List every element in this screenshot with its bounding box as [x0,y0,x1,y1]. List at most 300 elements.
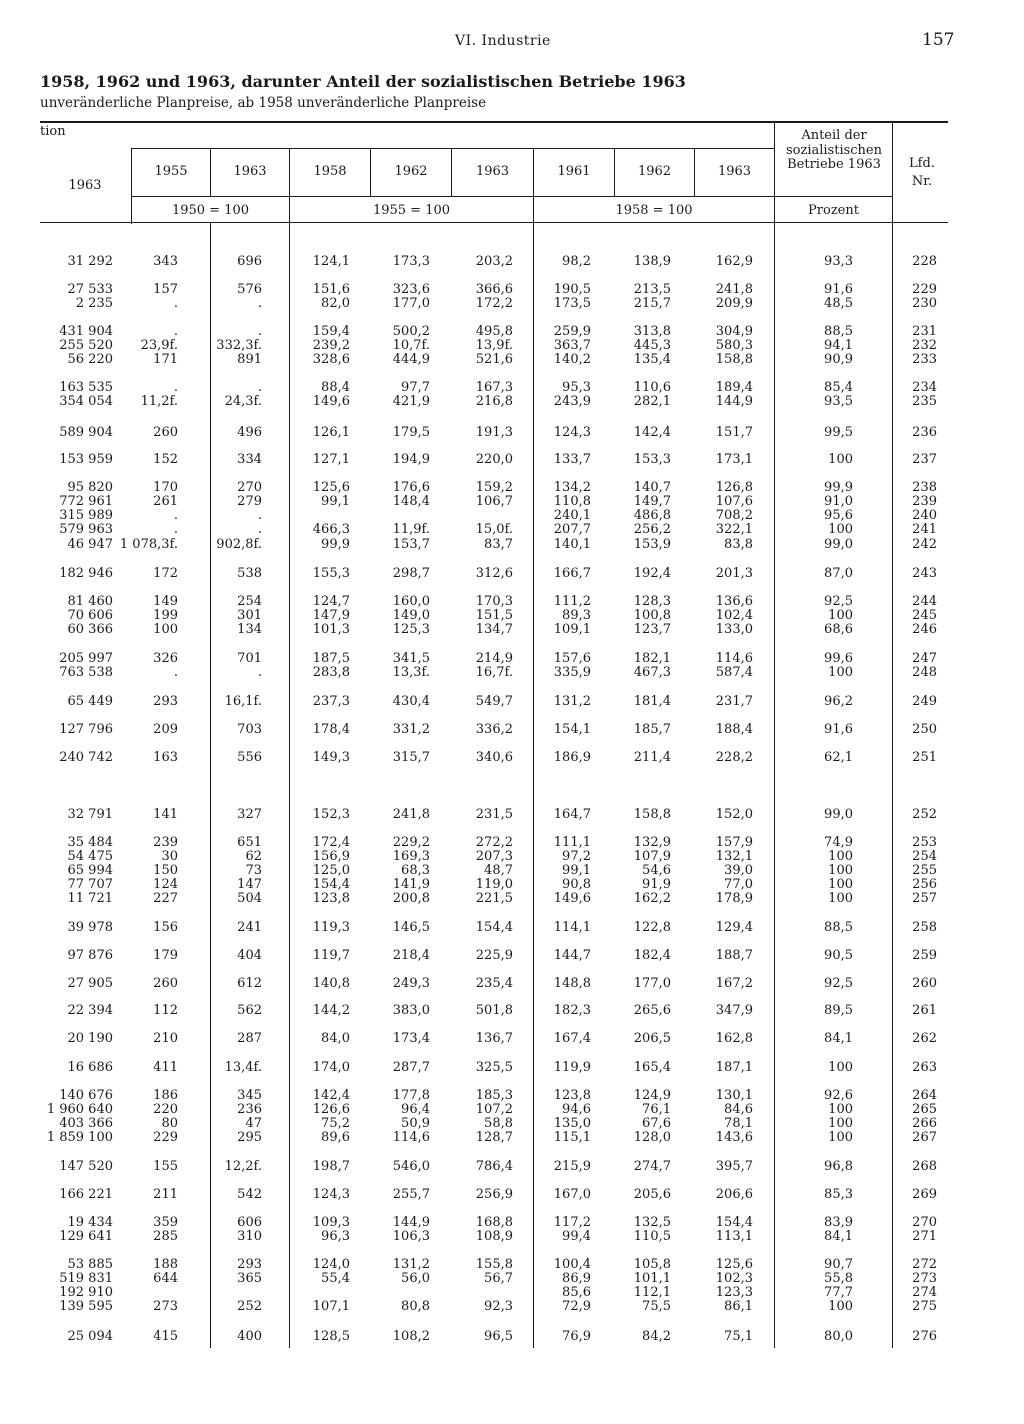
table-cell-anteil-prozent: 84,1 [824,1031,853,1046]
table-cell-index-1958-1955: 144,2 [312,1003,350,1018]
table-cell-wert-1963: 240 742 [59,750,113,765]
table-cell-index-1963-1958: 114,6 [715,651,753,666]
table-cell-index-1963-1955: 225,9 [475,948,513,963]
table-cell-index-1955-1950: . [173,380,178,395]
table-cell-lfd-nr: 243 [912,566,937,581]
table-cell-index-1963-1950: 47 [245,1116,262,1131]
table-cell-index-1963-1958: 708,2 [715,508,753,523]
table-cell-index-1958-1955: 84,0 [321,1031,350,1046]
table-cell-lfd-nr: 233 [912,352,937,367]
running-head: VI. Industrie [455,33,551,49]
table-cell-wert-1963: 182 946 [59,566,113,581]
page-number: 157 [922,30,955,50]
table-cell-lfd-nr: 257 [912,891,937,906]
table-cell-anteil-prozent: 99,0 [824,807,853,822]
table-cell-lfd-nr: 266 [912,1116,937,1131]
table-cell-index-1958-1955: 154,4 [312,877,350,892]
table-cell-lfd-nr: 232 [912,338,937,353]
table-cell-index-1963-1950: 334 [237,452,262,467]
table-cell-index-1961-1958: 363,7 [553,338,591,353]
table-cell-index-1958-1955: 119,3 [312,920,350,935]
table-cell-index-1963-1950: . [257,508,262,523]
table-cell-lfd-nr: 253 [912,835,937,850]
table-cell-index-1963-1958: 133,0 [715,622,753,637]
table-cell-anteil-prozent: 91,0 [824,494,853,509]
table-cell-index-1963-1958: 107,6 [715,494,753,509]
table-cell-index-1963-1950: 538 [237,566,262,581]
table-cell-index-1958-1955: 142,4 [312,1088,350,1103]
table-cell-lfd-nr: 259 [912,948,937,963]
vrule-3 [289,148,290,1348]
table-cell-index-1962-1955: 106,3 [392,1229,430,1244]
table-cell-index-1963-1955: 159,2 [475,480,513,495]
table-cell-index-1962-1958: 486,8 [633,508,671,523]
table-cell-index-1958-1955: 140,8 [312,976,350,991]
table-cell-index-1962-1958: 149,7 [633,494,671,509]
table-cell-lfd-nr: 244 [912,594,937,609]
table-cell-index-1963-1950: 504 [237,891,262,906]
table-cell-index-1963-1955: 191,3 [475,425,513,440]
table-cell-wert-1963: 166 221 [59,1187,113,1202]
table-cell-anteil-prozent: 90,5 [824,948,853,963]
table-cell-index-1961-1958: 166,7 [553,566,591,581]
table-cell-index-1963-1950: . [257,522,262,537]
table-cell-index-1962-1958: 142,4 [633,425,671,440]
vrule-9 [774,121,775,1348]
table-cell-index-1958-1955: 466,3 [312,522,350,537]
table-cell-index-1961-1958: 182,3 [553,1003,591,1018]
table-cell-index-1961-1958: 100,4 [553,1257,591,1272]
table-cell-index-1962-1955: 160,0 [392,594,430,609]
table-cell-index-1962-1955: 444,9 [392,352,430,367]
table-cell-index-1955-1950: 171 [153,352,178,367]
table-cell-anteil-prozent: 100 [828,1060,853,1075]
table-cell-index-1962-1958: 205,6 [633,1187,671,1202]
table-cell-wert-1963: 77 707 [67,877,113,892]
table-cell-anteil-prozent: 68,6 [824,622,853,637]
table-cell-wert-1963: 1 960 640 [46,1102,113,1117]
table-cell-index-1961-1958: 335,9 [553,665,591,680]
table-cell-index-1962-1955: 169,3 [392,849,430,864]
table-cell-wert-1963: 431 904 [59,324,113,339]
table-cell-index-1963-1950: 293 [237,1257,262,1272]
table-cell-index-1962-1955: 153,7 [392,537,430,552]
table-cell-index-1963-1958: 241,8 [715,282,753,297]
table-cell-index-1962-1958: 105,8 [633,1257,671,1272]
table-cell-index-1963-1950: 252 [237,1299,262,1314]
table-cell-index-1961-1958: 140,1 [553,537,591,552]
table-cell-wert-1963: 65 449 [67,694,113,709]
table-cell-index-1963-1955: 185,3 [475,1088,513,1103]
table-cell-wert-1963: 27 533 [67,282,113,297]
table-cell-anteil-prozent: 100 [828,665,853,680]
table-cell-index-1963-1958: 130,1 [715,1088,753,1103]
table-cell-index-1963-1958: 188,7 [715,948,753,963]
table-cell-lfd-nr: 235 [912,394,937,409]
table-cell-wert-1963: 763 538 [59,665,113,680]
table-cell-lfd-nr: 268 [912,1159,937,1174]
table-cell-index-1962-1955: 173,3 [392,254,430,269]
table-cell-index-1958-1955: 99,1 [321,494,350,509]
table-cell-anteil-prozent: 96,8 [824,1159,853,1174]
header-fragment: tion [40,124,66,139]
table-cell-index-1963-1950: 236 [237,1102,262,1117]
table-cell-index-1962-1958: 107,9 [633,849,671,864]
table-cell-index-1962-1955: 315,7 [392,750,430,765]
table-cell-index-1963-1958: 167,2 [715,976,753,991]
table-cell-index-1963-1955: 83,7 [484,537,513,552]
table-cell-lfd-nr: 229 [912,282,937,297]
table-cell-index-1961-1958: 124,3 [553,425,591,440]
table-cell-lfd-nr: 241 [912,522,937,537]
table-cell-index-1963-1955: 155,8 [475,1257,513,1272]
table-cell-anteil-prozent: 93,5 [824,394,853,409]
table-cell-index-1955-1950: 260 [153,976,178,991]
table-cell-lfd-nr: 230 [912,296,937,311]
table-cell-wert-1963: 81 460 [67,594,113,609]
table-cell-index-1963-1955: 203,2 [475,254,513,269]
table-cell-lfd-nr: 239 [912,494,937,509]
table-cell-wert-1963: 20 190 [67,1031,113,1046]
table-cell-anteil-prozent: 93,3 [824,254,853,269]
table-cell-anteil-prozent: 95,6 [824,508,853,523]
table-cell-index-1961-1958: 111,1 [553,835,591,850]
table-cell-index-1963-1958: 580,3 [715,338,753,353]
table-cell-index-1958-1955: 147,9 [312,608,350,623]
table-cell-index-1961-1958: 207,7 [553,522,591,537]
header-year-4: 1962 [394,164,428,179]
table-cell-index-1962-1955: 241,8 [392,807,430,822]
table-cell-index-1963-1955: 214,9 [475,651,513,666]
header-base-1958: 1958 = 100 [615,203,693,218]
table-cell-lfd-nr: 248 [912,665,937,680]
table-cell-index-1962-1958: 282,1 [633,394,671,409]
table-cell-index-1955-1950: 163 [153,750,178,765]
table-cell-index-1961-1958: 164,7 [553,807,591,822]
table-cell-index-1962-1958: 123,7 [633,622,671,637]
table-cell-index-1963-1958: 322,1 [715,522,753,537]
table-cell-index-1963-1950: 310 [237,1229,262,1244]
table-cell-index-1963-1950: 24,3f. [224,394,262,409]
table-cell-index-1955-1950: 149 [153,594,178,609]
table-cell-index-1961-1958: 190,5 [553,282,591,297]
table-cell-index-1963-1955: 106,7 [475,494,513,509]
table-cell-index-1962-1958: 100,8 [633,608,671,623]
table-cell-index-1963-1950: 404 [237,948,262,963]
table-cell-index-1963-1950: . [257,380,262,395]
table-cell-anteil-prozent: 100 [828,608,853,623]
table-cell-index-1963-1955: 134,7 [475,622,513,637]
table-cell-index-1955-1950: 210 [153,1031,178,1046]
table-cell-index-1963-1955: 128,7 [475,1130,513,1145]
header-year-3: 1958 [313,164,347,179]
table-cell-index-1958-1955: 174,0 [312,1060,350,1075]
table-cell-wert-1963: 46 947 [67,537,113,552]
table-cell-anteil-prozent: 90,7 [824,1257,853,1272]
table-cell-index-1963-1950: . [257,296,262,311]
table-cell-index-1961-1958: 97,2 [562,849,591,864]
table-cell-index-1955-1950: 188 [153,1257,178,1272]
table-cell-index-1963-1950: 496 [237,425,262,440]
table-cell-index-1963-1950: 556 [237,750,262,765]
table-cell-wert-1963: 39 978 [67,920,113,935]
table-cell-anteil-prozent: 100 [828,1299,853,1314]
table-cell-index-1958-1955: 328,6 [312,352,350,367]
table-cell-index-1958-1955: 124,1 [312,254,350,269]
table-cell-lfd-nr: 254 [912,849,937,864]
table-cell-index-1963-1958: 136,6 [715,594,753,609]
table-cell-wert-1963: 95 820 [67,480,113,495]
table-cell-index-1955-1950: 229 [153,1130,178,1145]
table-cell-index-1955-1950: 239 [153,835,178,850]
table-cell-index-1963-1950: 73 [245,863,262,878]
table-cell-index-1962-1958: 110,5 [633,1229,671,1244]
table-cell-index-1962-1955: 141,9 [392,877,430,892]
table-cell-index-1958-1955: 149,3 [312,750,350,765]
table-cell-index-1958-1955: 124,0 [312,1257,350,1272]
table-cell-index-1961-1958: 134,2 [553,480,591,495]
table-subtitle: unveränderliche Planpreise, ab 1958 unveränderliche Planpreise [40,95,487,111]
table-cell-index-1963-1950: . [257,324,262,339]
table-cell-index-1961-1958: 76,9 [562,1329,591,1344]
table-cell-index-1955-1950: 30 [161,849,178,864]
table-cell-index-1955-1950: 209 [153,722,178,737]
table-cell-index-1963-1958: 162,9 [715,254,753,269]
table-cell-wert-1963: 70 606 [67,608,113,623]
table-cell-index-1963-1958: 228,2 [715,750,753,765]
table-cell-index-1962-1955: 430,4 [392,694,430,709]
table-cell-index-1955-1950: 179 [153,948,178,963]
table-cell-index-1961-1958: 119,9 [553,1060,591,1075]
table-cell-index-1955-1950: 211 [153,1187,178,1202]
table-cell-wert-1963: 129 641 [59,1229,113,1244]
table-cell-index-1961-1958: 109,1 [553,622,591,637]
table-cell-index-1958-1955: 187,5 [312,651,350,666]
table-cell-anteil-prozent: 74,9 [824,835,853,850]
table-cell-index-1955-1950: 186 [153,1088,178,1103]
table-cell-index-1955-1950: 359 [153,1215,178,1230]
table-cell-index-1963-1955: 119,0 [475,877,513,892]
table-cell-index-1962-1955: 421,9 [392,394,430,409]
table-cell-anteil-prozent: 80,0 [824,1329,853,1344]
table-cell-wert-1963: 97 876 [67,948,113,963]
table-cell-index-1955-1950: 112 [153,1003,178,1018]
table-cell-index-1962-1958: 110,6 [633,380,671,395]
table-cell-lfd-nr: 260 [912,976,937,991]
table-cell-index-1963-1958: 78,1 [724,1116,753,1131]
table-cell-index-1963-1955: 108,9 [475,1229,513,1244]
table-title: 1958, 1962 und 1963, darunter Anteil der sozialistischen Betriebe 1963 [40,72,686,91]
table-cell-index-1963-1958: 206,6 [715,1187,753,1202]
table-cell-index-1962-1955: 249,3 [392,976,430,991]
table-cell-lfd-nr: 237 [912,452,937,467]
table-cell-index-1955-1950: 644 [153,1271,178,1286]
table-cell-anteil-prozent: 99,0 [824,537,853,552]
table-cell-index-1958-1955: 82,0 [321,296,350,311]
table-cell-index-1961-1958: 167,4 [553,1031,591,1046]
table-cell-index-1963-1950: 287 [237,1031,262,1046]
table-cell-index-1955-1950: 157 [153,282,178,297]
table-cell-index-1962-1955: 177,0 [392,296,430,311]
table-cell-lfd-nr: 228 [912,254,937,269]
table-cell-lfd-nr: 240 [912,508,937,523]
table-cell-index-1955-1950: 285 [153,1229,178,1244]
table-cell-index-1962-1955: 68,3 [401,863,430,878]
table-cell-lfd-nr: 251 [912,750,937,765]
table-cell-index-1962-1958: 213,5 [633,282,671,297]
table-cell-index-1962-1958: 445,3 [633,338,671,353]
table-cell-index-1963-1950: 134 [237,622,262,637]
table-cell-index-1962-1955: 97,7 [401,380,430,395]
table-cell-index-1962-1958: 274,7 [633,1159,671,1174]
table-cell-index-1962-1955: 56,0 [401,1271,430,1286]
table-cell-index-1963-1950: 696 [237,254,262,269]
table-cell-index-1961-1958: 114,1 [553,920,591,935]
table-cell-index-1958-1955: 128,5 [312,1329,350,1344]
table-cell-index-1963-1950: . [257,665,262,680]
table-cell-index-1962-1955: 341,5 [392,651,430,666]
table-cell-index-1962-1958: 124,9 [633,1088,671,1103]
table-cell-index-1963-1950: 332,3f. [216,338,262,353]
table-cell-anteil-prozent: 100 [828,849,853,864]
table-cell-index-1961-1958: 148,8 [553,976,591,991]
table-cell-wert-1963: 25 094 [67,1329,113,1344]
table-cell-index-1963-1950: 542 [237,1187,262,1202]
table-cell-lfd-nr: 262 [912,1031,937,1046]
table-cell-index-1962-1958: 54,6 [642,863,671,878]
header-year-6: 1961 [557,164,591,179]
table-cell-index-1961-1958: 94,6 [562,1102,591,1117]
table-cell-index-1962-1958: 128,3 [633,594,671,609]
table-cell-index-1961-1958: 115,1 [553,1130,591,1145]
table-cell-lfd-nr: 270 [912,1215,937,1230]
table-cell-wert-1963: 19 434 [67,1215,113,1230]
table-cell-index-1962-1955: 298,7 [392,566,430,581]
table-cell-index-1963-1955: 56,7 [484,1271,513,1286]
group-rule-left [132,148,774,149]
table-cell-index-1958-1955: 178,4 [312,722,350,737]
table-cell-anteil-prozent: 100 [828,877,853,892]
table-cell-index-1963-1958: 113,1 [715,1229,753,1244]
table-cell-index-1963-1950: 701 [237,651,262,666]
table-cell-index-1962-1955: 149,0 [392,608,430,623]
table-cell-lfd-nr: 249 [912,694,937,709]
table-cell-index-1963-1958: 144,9 [715,394,753,409]
table-cell-index-1962-1958: 138,9 [633,254,671,269]
table-cell-index-1955-1950: 415 [153,1329,178,1344]
table-cell-index-1962-1955: 11,9f. [392,522,430,537]
table-cell-anteil-prozent: 55,8 [824,1271,853,1286]
table-cell-index-1963-1958: 178,9 [715,891,753,906]
table-cell-index-1955-1950: . [173,508,178,523]
table-cell-index-1963-1950: 16,1f. [224,694,262,709]
table-cell-index-1955-1950: 260 [153,425,178,440]
table-cell-index-1955-1950: 141 [153,807,178,822]
table-cell-lfd-nr: 265 [912,1102,937,1117]
table-cell-index-1963-1955: 151,5 [475,608,513,623]
table-cell-wert-1963: 2 235 [75,296,113,311]
table-cell-index-1955-1950: 155 [153,1159,178,1174]
table-cell-index-1961-1958: 133,7 [553,452,591,467]
table-cell-index-1958-1955: 127,1 [312,452,350,467]
table-cell-index-1962-1955: 194,9 [392,452,430,467]
table-cell-anteil-prozent: 100 [828,522,853,537]
table-cell-index-1958-1955: 237,3 [312,694,350,709]
table-cell-index-1958-1955: 109,3 [312,1215,350,1230]
table-cell-index-1958-1955: 96,3 [321,1229,350,1244]
table-cell-lfd-nr: 247 [912,651,937,666]
top-rule [40,121,948,123]
table-cell-anteil-prozent: 88,5 [824,324,853,339]
table-cell-index-1962-1958: 84,2 [642,1329,671,1344]
table-cell-index-1961-1958: 144,7 [553,948,591,963]
table-cell-anteil-prozent: 84,1 [824,1229,853,1244]
table-cell-wert-1963: 53 885 [67,1257,113,1272]
table-cell-index-1963-1958: 162,8 [715,1031,753,1046]
table-cell-index-1962-1955: 331,2 [392,722,430,737]
header-year-5: 1963 [475,164,510,179]
table-cell-index-1963-1950: 301 [237,608,262,623]
table-cell-index-1962-1958: 91,9 [642,877,671,892]
table-cell-index-1958-1955: 198,7 [312,1159,350,1174]
table-cell-index-1955-1950: . [173,324,178,339]
table-cell-index-1963-1958: 102,3 [715,1271,753,1286]
table-cell-wert-1963: 772 961 [59,494,113,509]
table-cell-anteil-prozent: 92,5 [824,594,853,609]
table-cell-index-1958-1955: 152,3 [312,807,350,822]
table-cell-index-1963-1958: 77,0 [724,877,753,892]
table-cell-index-1963-1950: 365 [237,1271,262,1286]
table-cell-index-1962-1958: 153,9 [633,537,671,552]
table-cell-anteil-prozent: 100 [828,863,853,878]
table-cell-lfd-nr: 252 [912,807,937,822]
table-cell-index-1963-1958: 189,4 [715,380,753,395]
table-cell-lfd-nr: 255 [912,863,937,878]
table-cell-wert-1963: 255 520 [59,338,113,353]
table-cell-wert-1963: 31 292 [67,254,113,269]
table-cell-index-1961-1958: 140,2 [553,352,591,367]
table-cell-index-1962-1958: 158,8 [633,807,671,822]
table-cell-index-1963-1955: 231,5 [475,807,513,822]
table-cell-index-1958-1955: 126,1 [312,425,350,440]
table-cell-wert-1963: 56 220 [67,352,113,367]
table-cell-index-1958-1955: 101,3 [312,622,350,637]
table-cell-index-1963-1958: 152,0 [715,807,753,822]
table-cell-lfd-nr: 269 [912,1187,937,1202]
table-cell-index-1963-1958: 157,9 [715,835,753,850]
table-cell-anteil-prozent: 100 [828,452,853,467]
table-cell-index-1962-1958: 122,8 [633,920,671,935]
table-cell-index-1955-1950: 227 [153,891,178,906]
table-cell-index-1958-1955: 99,9 [321,537,350,552]
table-cell-index-1958-1955: 125,0 [312,863,350,878]
table-cell-index-1963-1950: 891 [237,352,262,367]
table-cell-index-1962-1958: 140,7 [633,480,671,495]
table-cell-index-1962-1955: 177,8 [392,1088,430,1103]
header-lfd-nr: Lfd. Nr. [909,156,935,189]
table-cell-index-1961-1958: 111,2 [553,594,591,609]
table-cell-index-1962-1955: 176,6 [392,480,430,495]
table-cell-index-1961-1958: 99,1 [562,863,591,878]
table-cell-index-1963-1955: 256,9 [475,1187,513,1202]
table-cell-anteil-prozent: 88,5 [824,920,853,935]
table-cell-lfd-nr: 267 [912,1130,937,1145]
table-cell-wert-1963: 65 994 [67,863,113,878]
table-cell-anteil-prozent: 100 [828,1130,853,1145]
table-cell-index-1963-1955: 207,3 [475,849,513,864]
table-cell-index-1961-1958: 72,9 [562,1299,591,1314]
table-cell-index-1958-1955: 119,7 [312,948,350,963]
